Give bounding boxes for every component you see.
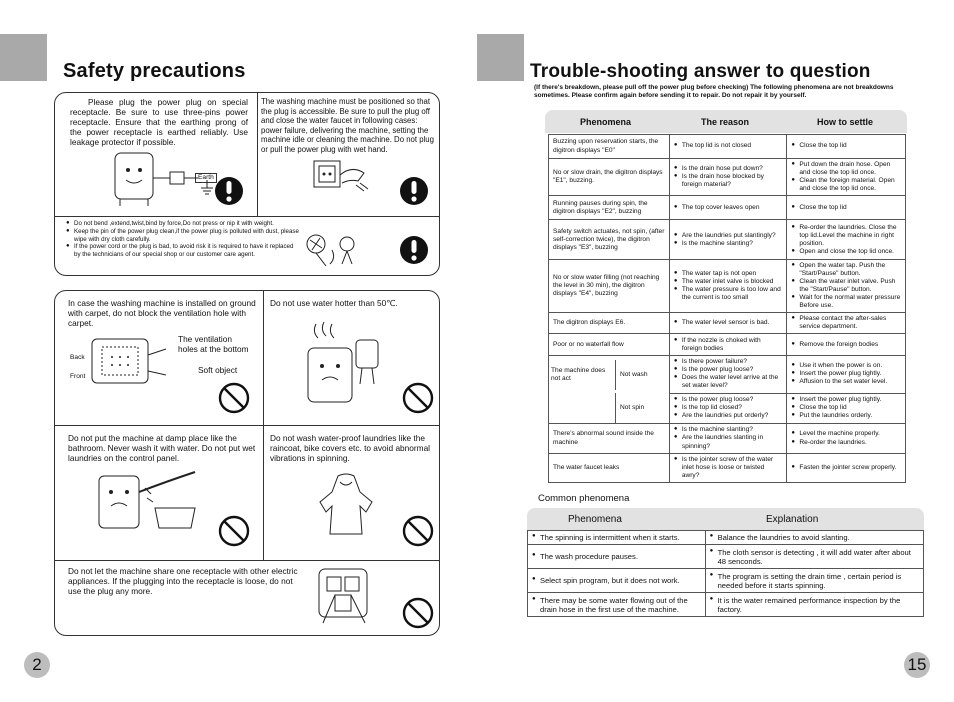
left-corner-tab — [0, 34, 47, 81]
common-explanation-cell — [705, 569, 923, 593]
settle-cell — [787, 220, 906, 260]
bullet-item: ● The program is setting the drain time , certain period is needed before it starts spinning. — [718, 572, 919, 591]
settle-cell — [787, 196, 906, 220]
reason-cell — [669, 313, 787, 334]
bullet-item: ● The spinning is intermittent when it starts. — [540, 533, 701, 542]
common-phenomena-cell — [528, 531, 706, 545]
socket-hand-illustration — [312, 155, 372, 199]
bullet-item: ● Affusion to the set water level. — [799, 378, 901, 386]
carpet-text: In case the washing machine is installed on ground with carpet, do not block the ventilation hole with carpet. — [68, 298, 256, 329]
table-row — [528, 545, 924, 569]
note-item: ● If the power cord or the plug is bad, to avoid risk it is required to have it replaced by the technicians of our special shop or our customer care agent. — [74, 243, 300, 259]
table-row — [528, 593, 924, 617]
bullet-item: ● The water level sensor is bad. — [682, 319, 783, 327]
bullet-item: ● Use it when the power is on. — [799, 362, 901, 370]
bullet-item: ● Level the machine properly. — [799, 430, 901, 438]
reason-cell — [669, 424, 787, 454]
bullet-item: ● Balance the laundries to avoid slanting. — [718, 533, 919, 542]
table-row — [549, 260, 906, 313]
settle-cell — [787, 454, 906, 483]
left-page-title: Safety precautions — [63, 60, 246, 82]
ventilation-label: The ventilation holes at the bottom — [178, 334, 249, 355]
bullet-item: ● Is the machine slanting? — [682, 426, 783, 434]
earth-symbol-icon — [200, 180, 214, 198]
phenomena-cell: Safety switch actuates, not spin, (after self-correction twice), the digitron displays "E3", buzzing — [549, 220, 670, 260]
prohibited-icon — [402, 597, 434, 629]
settle-cell — [787, 424, 906, 454]
phenomena-cell: The digitron displays E6. — [549, 313, 670, 334]
table-row — [549, 220, 906, 260]
note-item: ● Keep the pin of the power plug clean,if the power plug is polluted with dust, please wipe with dry cloth carefully. — [74, 228, 300, 244]
table-row — [549, 334, 906, 356]
bullet-item: ● Clean the water inlet valve. Push the "Start/Pause" button. — [799, 278, 901, 294]
bullet-item: ● Select spin program, but it does not work. — [540, 576, 701, 585]
reason-cell — [669, 334, 787, 356]
bullet-item: ● Open the water tap. Push the "Start/Pause" button. — [799, 262, 901, 278]
bullet-item: ● If the nozzle is choked with foreign bodies — [682, 337, 783, 353]
header-reason: The reason — [701, 117, 750, 127]
settle-cell — [787, 135, 906, 159]
table-row — [528, 569, 924, 593]
table-row — [549, 356, 906, 393]
settle-cell — [787, 334, 906, 356]
reason-cell — [669, 454, 787, 483]
settle-cell — [787, 260, 906, 313]
settle-cell — [787, 356, 906, 393]
sub-phenomena-label: Not spin — [615, 393, 669, 423]
troubleshooting-table — [548, 134, 906, 483]
table-row — [549, 424, 906, 454]
reason-cell — [669, 135, 787, 159]
troubleshooting-note: (If there's breakdown, please pull off the power plug before checking) The following phenomena are not breakdowns sometimes. Please confirm again before sending it to repair. Do not repair it by yourself. — [534, 84, 894, 100]
phenomena-cell: No or slow drain, the digitron displays "E1", buzzing. — [549, 159, 670, 196]
soft-object-label: Soft object — [198, 365, 238, 375]
table-row — [549, 393, 906, 424]
common-header-phenomena: Phenomena — [568, 514, 622, 525]
bullet-item: ● Re-order the laundries. — [799, 439, 901, 447]
bullet-item: ● Does the water level arrive at the set water level? — [682, 374, 783, 390]
header-phenomena: Phenomena — [580, 117, 632, 127]
bullet-item: ● Re-order the laundries. Close the top lid.Level the machine in right position. — [799, 224, 901, 248]
common-explanation-cell — [705, 545, 923, 569]
bullet-item: ● Wait for the normal water pressure Before use. — [799, 294, 901, 310]
bullet-item: ● Close the top lid — [799, 204, 901, 212]
common-explanation-cell — [705, 593, 923, 617]
damp-place-text: Do not put the machine at damp place like the bathroom. Never wash it with water. Do not put wet laundries on the control panel. — [68, 433, 256, 464]
no-act-label: The machine does not act — [551, 366, 606, 382]
bullet-item: ● The top lid is not closed — [682, 142, 783, 150]
settle-cell — [787, 159, 906, 196]
phenomena-cell — [549, 356, 670, 393]
water-temp-text: Do not use water hotter than 50℃. — [270, 298, 398, 308]
bullet-item: ● Put down the drain hose. Open and close the top lid once. — [799, 161, 901, 177]
damp-machine-illustration — [95, 462, 205, 534]
bullet-item: ● Are the laundries slanting in spinning? — [682, 434, 783, 450]
table-row — [528, 531, 924, 545]
phenomena-cell: There's abnormal sound inside the machine — [549, 424, 670, 454]
bullet-item: ● The wash procedure pauses. — [540, 552, 701, 561]
damaged-plug-illustration — [302, 230, 392, 268]
bullet-item: ● Is there power failure? — [682, 358, 783, 366]
table-row — [549, 159, 906, 196]
bullet-item: ● It is the water remained performance inspection by the factory. — [718, 596, 919, 615]
sub-phenomena-label: Not wash — [615, 360, 669, 390]
phenomena-cell — [549, 393, 670, 424]
common-phenomena-table — [527, 530, 924, 617]
hot-water-illustration — [300, 318, 390, 408]
bullet-item: ● Is the machine slanting? — [682, 240, 783, 248]
bullet-item: ● Insert the power plug tightly. — [799, 370, 901, 378]
right-corner-tab — [477, 34, 524, 81]
bullet-item: ● Is the jointer screw of the water inlet hose is loose or twisted awry? — [682, 456, 783, 480]
power-cord-notes — [66, 220, 300, 259]
reason-cell — [669, 220, 787, 260]
common-explanation-cell — [705, 531, 923, 545]
common-phenomena-cell — [528, 545, 706, 569]
reason-cell — [669, 356, 787, 393]
front-label: Front — [70, 373, 86, 380]
phenomena-cell: Buzzing upon reservation starts, the digitron displays "E0" — [549, 135, 670, 159]
bullet-item: ● Remove the foreign bodies — [799, 341, 901, 349]
bullet-item: ● Fasten the jointer screw properly. — [799, 464, 901, 472]
bullet-item: ● Please contact the after-sales service department. — [799, 315, 901, 331]
bullet-item: ● Is the power plug loose? — [682, 396, 783, 404]
earth-label: Earth — [195, 173, 217, 183]
back-label: Back — [70, 354, 85, 361]
phenomena-cell: Running pauses during spin, the digitron displays "E2", buzzing — [549, 196, 670, 220]
bullet-item: ● Is the top lid closed? — [682, 404, 783, 412]
machine-bottom-illustration — [88, 335, 168, 391]
prohibited-icon — [218, 515, 250, 547]
phenomena-cell: No or slow water filling (not reaching the level in 30 min), the digitron displays "E4", buzzing — [549, 260, 670, 313]
warning-exclamation-icon — [214, 176, 244, 206]
bullet-item: ● The top cover leaves open — [682, 204, 783, 212]
shared-receptacle-text: Do not let the machine share one receptacle with other electric appliances. If the plugging into the receptacle is loose, do not use the plug any more. — [68, 566, 298, 597]
note-item: ● Do not bend ,extend,twist,bind by force,Do not press or nip it with weight. — [74, 220, 300, 228]
settle-cell — [787, 393, 906, 424]
reason-cell — [669, 159, 787, 196]
receptacle-illustration — [315, 565, 375, 625]
common-phenomena-cell — [528, 593, 706, 617]
bullet-item: ● Insert the power plug tightly. — [799, 396, 901, 404]
table-row — [549, 313, 906, 334]
bullet-item: ● The cloth sensor is detecting , it will add water after about 48 senconds. — [718, 548, 919, 567]
common-phenomena-title: Common phenomena — [538, 493, 630, 504]
machine-plug-illustration — [110, 148, 205, 210]
settle-cell — [787, 313, 906, 334]
bullet-item: ● Clean the foreign material. Open and close the top lid once. — [799, 177, 901, 193]
bullet-item: ● Are the laundries put orderly? — [682, 412, 783, 420]
common-phenomena-cell — [528, 569, 706, 593]
header-settle: How to settle — [817, 117, 874, 127]
prohibited-icon — [218, 382, 250, 414]
phenomena-cell: Poor or no waterfall flow — [549, 334, 670, 356]
table-row — [549, 454, 906, 483]
bullet-item: ● Put the laundries orderly. — [799, 412, 901, 420]
bullet-item: ● Are the laundries put slantingly? — [682, 232, 783, 240]
phenomena-cell: The water faucet leaks — [549, 454, 670, 483]
bullet-item: ● Is the drain hose blocked by foreign material? — [682, 173, 783, 189]
table-row — [549, 135, 906, 159]
prohibited-icon — [402, 515, 434, 547]
bullet-item: ● Is the power plug loose? — [682, 366, 783, 374]
table-row — [549, 196, 906, 220]
raincoat-illustration — [316, 472, 376, 538]
prohibited-icon — [402, 382, 434, 414]
reason-cell — [669, 260, 787, 313]
power-plug-text: Please plug the power plug on special receptacle. Be sure to use three-pins power receptacle. Ensure that the earthing prong of the power receptacle is earthed reliably. Use leakage protector if possible. — [70, 97, 248, 148]
reason-cell — [669, 393, 787, 424]
bullet-item: ● Is the drain hose put down? — [682, 165, 783, 173]
warning-exclamation-icon — [399, 235, 429, 265]
right-page-number: 15 — [904, 652, 930, 678]
left-page-number: 2 — [24, 652, 50, 678]
waterproof-text: Do not wash water-proof laundries like the raincoat, bike covers etc. to avoid abnormal vibrations in spinning. — [270, 433, 431, 464]
plug-accessible-text: The washing machine must be positioned so that the plug is accessible. Be sure to pull the plug off and close the water faucet in following cases: power failure, delivering the machine, setting the machine idle or cleaning the machine. Do not plug or pull the power plug with wet hand. — [261, 97, 434, 154]
bullet-item: ● Open and close the top lid once. — [799, 248, 901, 256]
bullet-item: ● There may be some water flowing out of the drain hose in the first use of the machine. — [540, 596, 701, 615]
bullet-item: ● Close the top lid — [799, 404, 901, 412]
bullet-item: ● Close the top lid — [799, 142, 901, 150]
bullet-item: ● The water tap is not open — [682, 270, 783, 278]
warning-exclamation-icon — [399, 176, 429, 206]
bullet-item: ● The water pressure is too low and the current is too small — [682, 286, 783, 302]
bullet-item: ● The water inlet valve is blocked — [682, 278, 783, 286]
reason-cell — [669, 196, 787, 220]
common-header-explanation: Explanation — [766, 514, 819, 525]
right-page-title: Trouble-shooting answer to question — [530, 61, 871, 82]
